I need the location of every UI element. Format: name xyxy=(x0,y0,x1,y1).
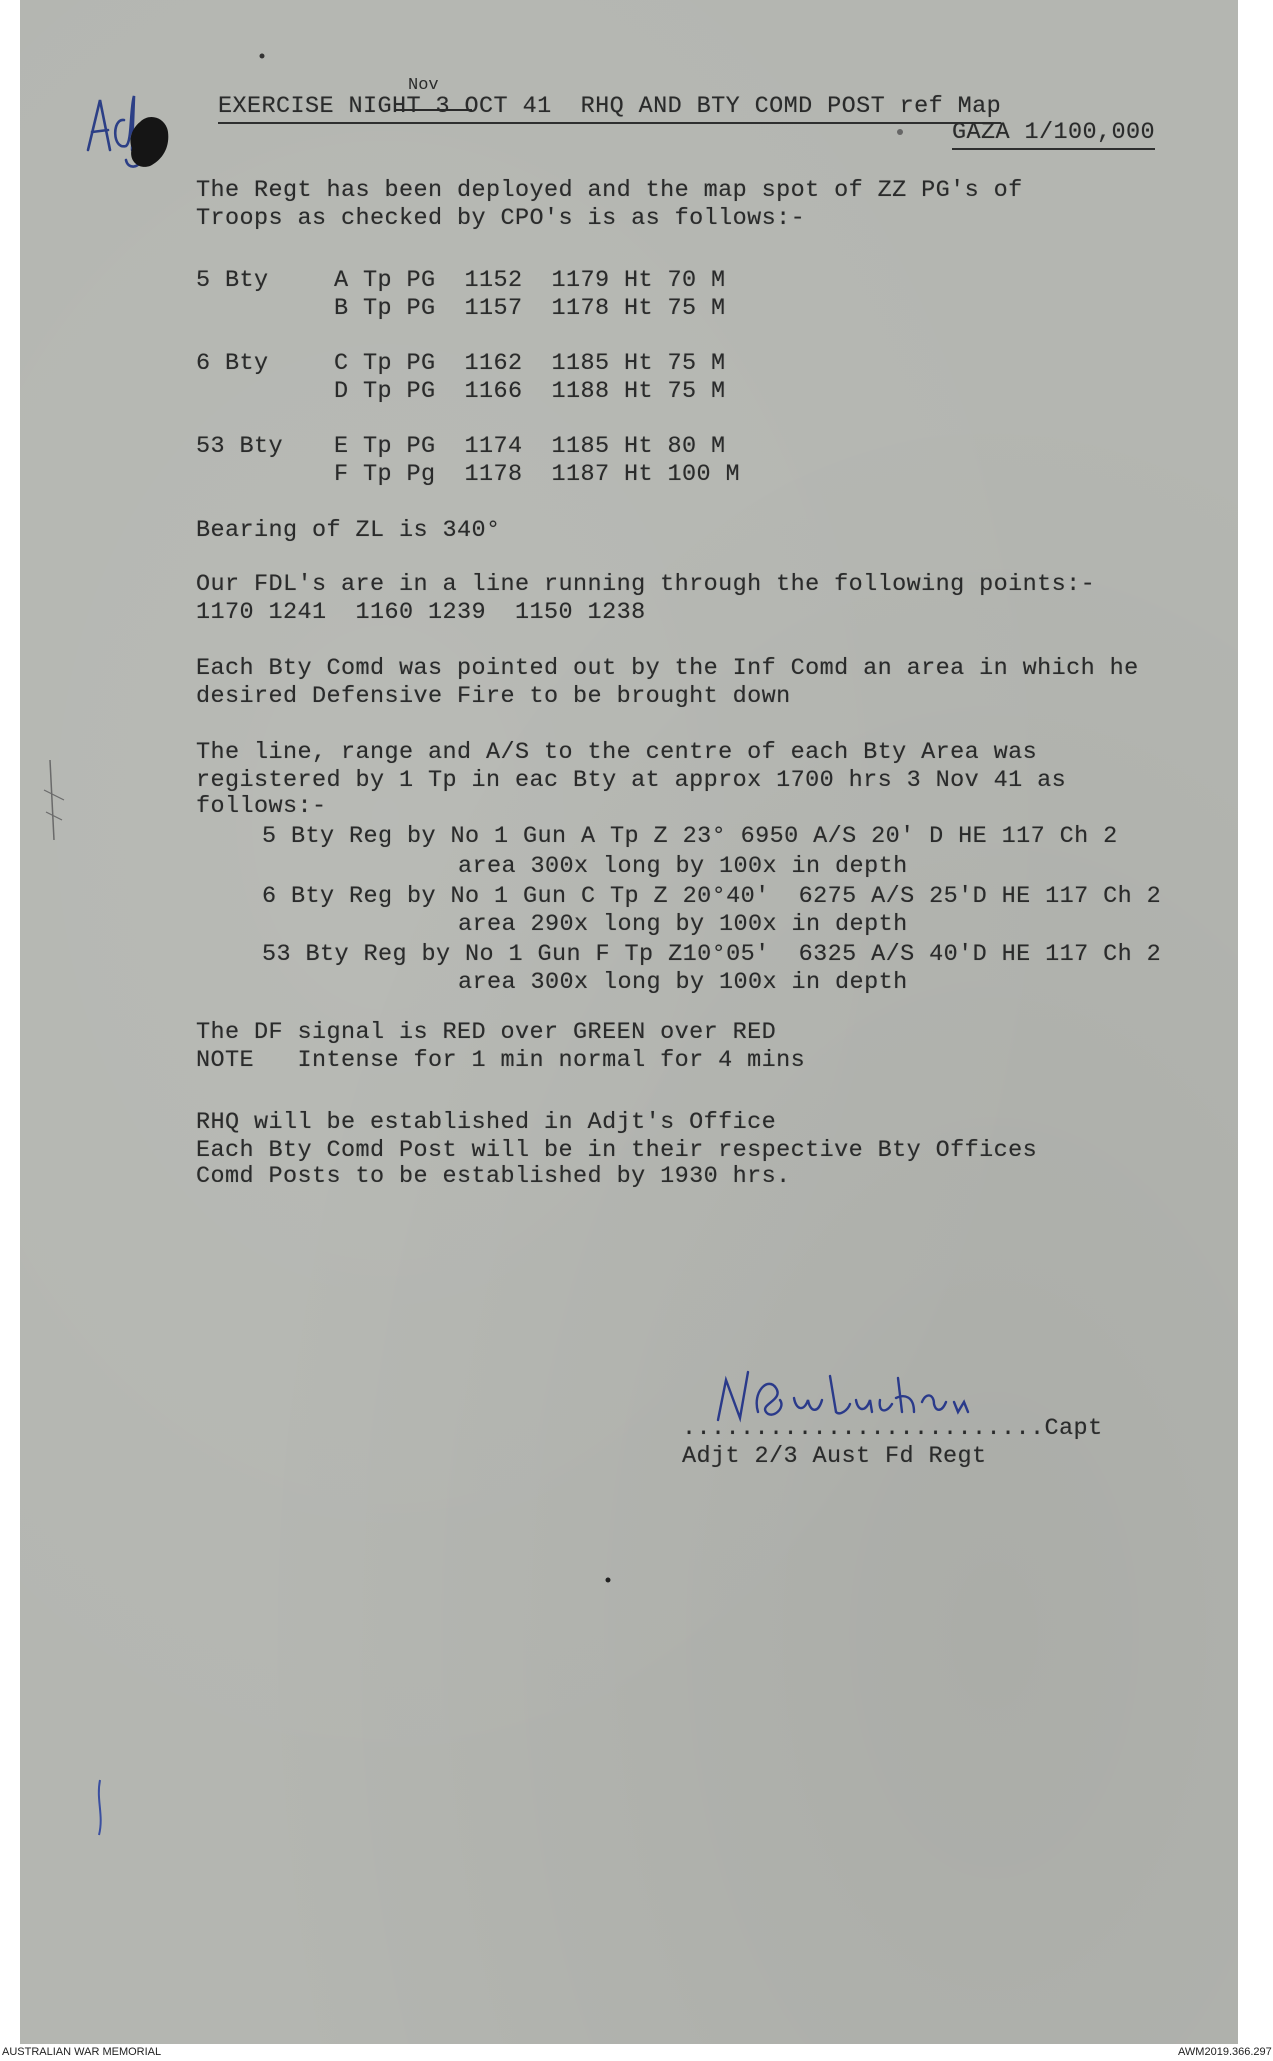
registration-area: area 300x long by 100x in depth xyxy=(458,853,908,880)
footer-right: AWM2019.366.297 xyxy=(1178,2046,1272,2058)
bty-row: C Tp PG 1162 1185 Ht 75 M xyxy=(334,350,726,377)
signal-note: NOTE Intense for 1 min normal for 4 mins xyxy=(196,1047,806,1074)
fdl-line-1: Our FDL's are in a line running through the following points:- xyxy=(196,571,1096,598)
registration-line: 5 Bty Reg by No 1 Gun A Tp Z 23° 6950 A/S 20' D HE 117 Ch 2 xyxy=(262,823,1118,850)
bearing-line: Bearing of ZL is 340° xyxy=(196,517,501,544)
registration-intro-3: follows:- xyxy=(196,793,327,820)
bty-label-5: 5 Bty xyxy=(196,267,269,294)
registration-line: 53 Bty Reg by No 1 Gun F Tp Z10°05' 6325 A/S 40'D HE 117 Ch 2 xyxy=(262,941,1162,968)
header-title-pre: EXERCISE NIGHT 3 xyxy=(218,93,465,120)
registration-area: area 290x long by 100x in depth xyxy=(458,911,908,938)
bty-row: B Tp PG 1157 1178 Ht 75 M xyxy=(334,295,726,322)
df-area-line-2: desired Defensive Fire to be brought down xyxy=(196,683,791,710)
map-ref-text: GAZA 1/100,000 xyxy=(952,119,1155,150)
intro-line-1: The Regt has been deployed and the map spot of ZZ PG's of xyxy=(196,177,1023,204)
registration-line: 6 Bty Reg by No 1 Gun C Tp Z 20°40' 6275 A/S 25'D HE 117 Ch 2 xyxy=(262,883,1162,910)
signature-title: Adjt 2/3 Aust Fd Regt xyxy=(682,1443,987,1470)
header-title xyxy=(218,94,1001,120)
registration-area: area 300x long by 100x in depth xyxy=(458,969,908,996)
signature-dots-capt: .........................Capt xyxy=(682,1415,1103,1442)
location-line-1: RHQ will be established in Adjt's Office xyxy=(196,1109,777,1136)
bty-label-53: 53 Bty xyxy=(196,433,284,460)
fdl-line-2: 1170 1241 1160 1239 1150 1238 xyxy=(196,599,646,626)
footer-left: AUSTRALIAN WAR MEMORIAL xyxy=(2,2046,162,2058)
bty-row: A Tp PG 1152 1179 Ht 70 M xyxy=(334,267,726,294)
header-title-post: 41 RHQ AND BTY COMD POST ref Map xyxy=(508,93,1002,120)
header-month-inserted: Nov xyxy=(408,76,439,95)
df-area-line-1: Each Bty Comd was pointed out by the Inf Comd an area in which he xyxy=(196,655,1139,682)
registration-intro-1: The line, range and A/S to the centre of each Bty Area was xyxy=(196,739,1038,766)
header-title-strike: OCT xyxy=(464,93,509,120)
bty-row: F Tp Pg 1178 1187 Ht 100 M xyxy=(334,461,741,488)
header-map-ref xyxy=(952,120,1155,146)
intro-line-2: Troops as checked by CPO's is as follows:- xyxy=(196,205,806,232)
registration-intro-2: registered by 1 Tp in eac Bty at approx 1700 hrs 3 Nov 41 as xyxy=(196,767,1067,794)
bty-row: D Tp PG 1166 1188 Ht 75 M xyxy=(334,378,726,405)
bty-row: E Tp PG 1174 1185 Ht 80 M xyxy=(334,433,726,460)
bty-label-6: 6 Bty xyxy=(196,350,269,377)
location-line-3: Comd Posts to be established by 1930 hrs. xyxy=(196,1163,791,1190)
location-line-2: Each Bty Comd Post will be in their respective Bty Offices xyxy=(196,1137,1038,1164)
signal-line-1: The DF signal is RED over GREEN over RED xyxy=(196,1019,777,1046)
